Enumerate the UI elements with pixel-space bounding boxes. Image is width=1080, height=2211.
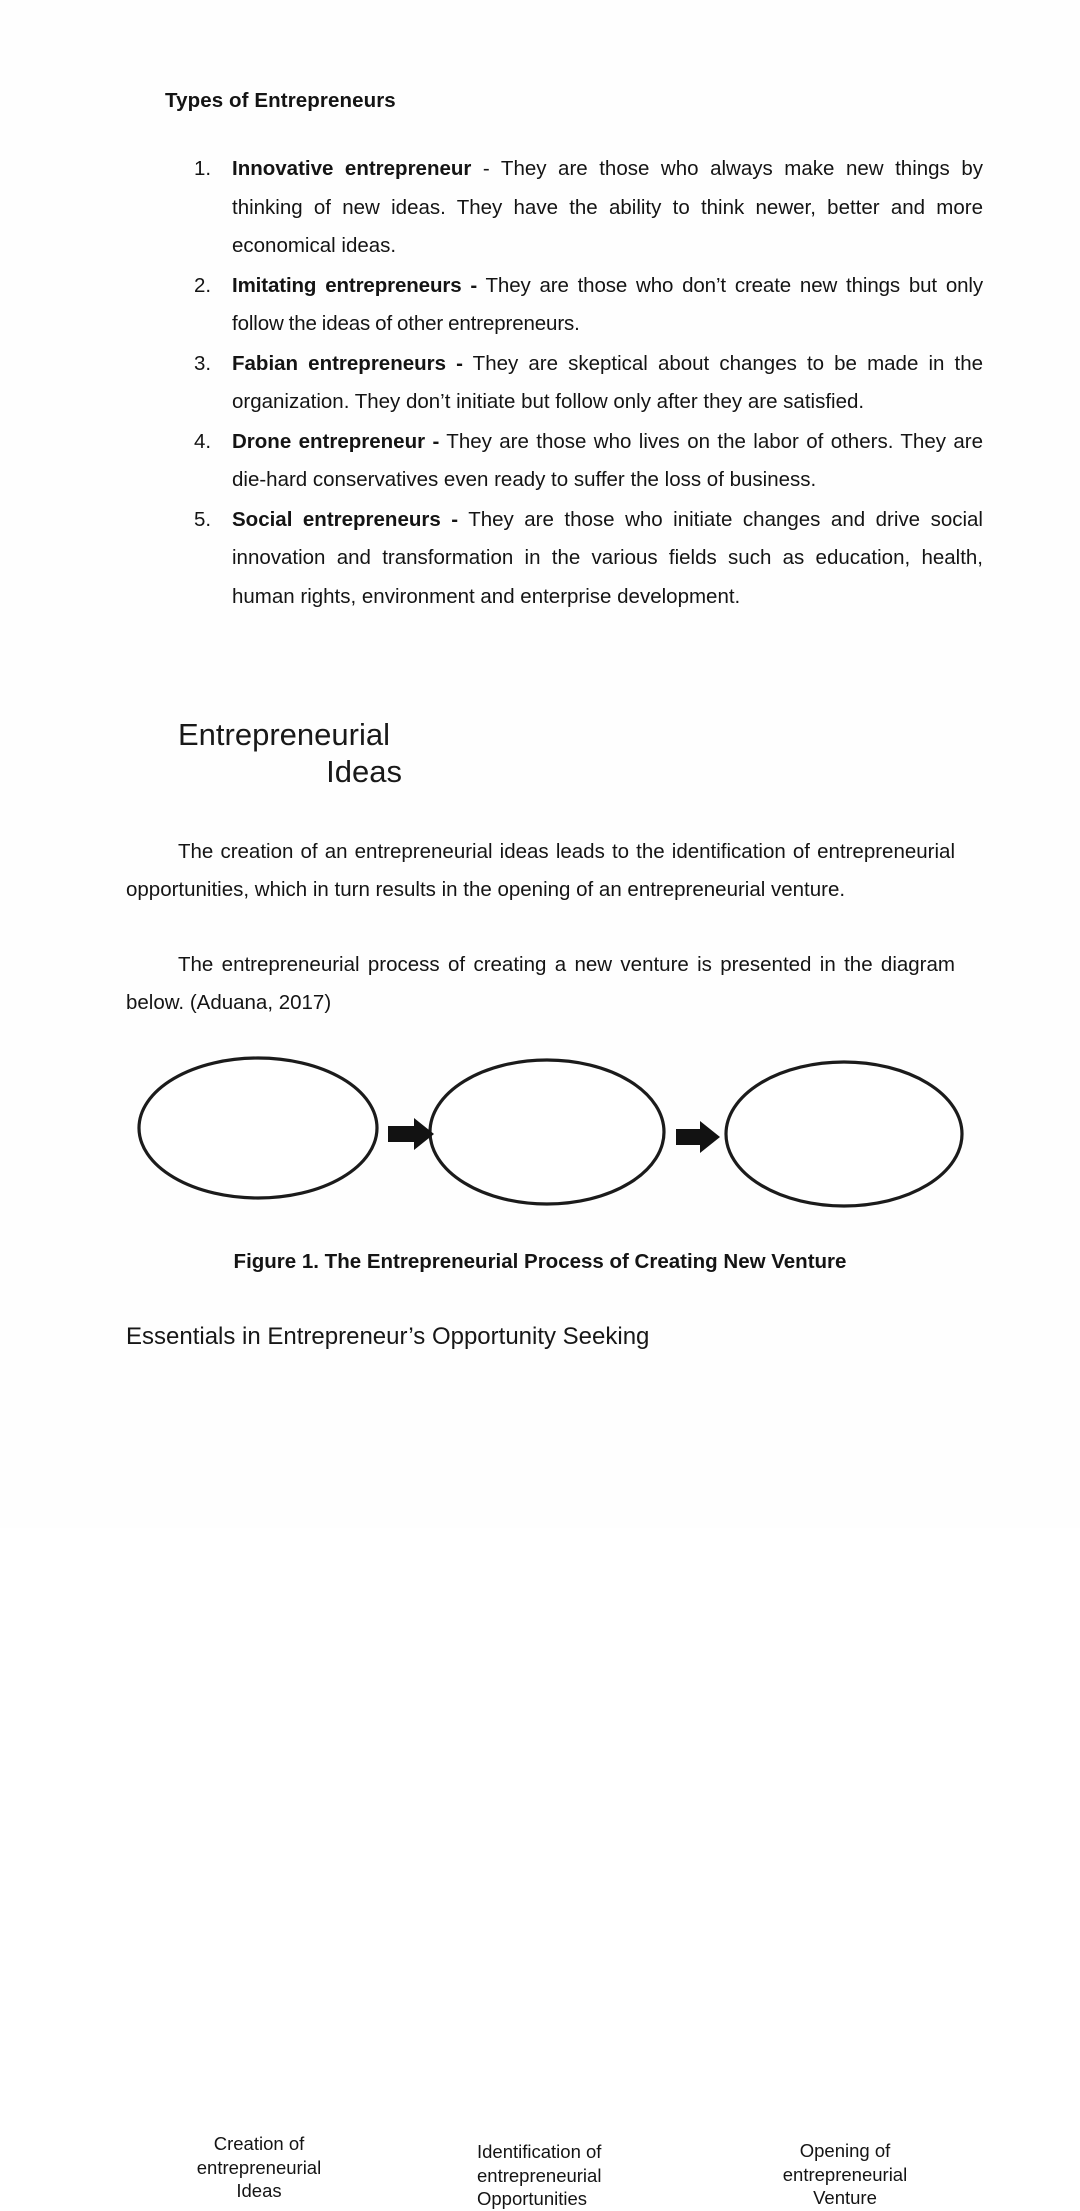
node-line: Opportunities [477,2188,588,2209]
list-item-description: They are those who initiate changes and drive social innovation and transformation in the various fields such as education, health, human rights, environment and enterprise development. [232,507,983,608]
process-ellipse-1 [139,1058,377,1198]
list-item-description: - They are those who always make new things by thinking of new ideas. They have the ability to think newer, better and more economical ideas. [232,157,983,257]
display-heading-line-1: Entrepreneurial [178,717,390,752]
process-node-label-3 [766,2139,924,2210]
body-paragraph [126,833,955,908]
paragraph-text: The creation of an entrepreneurial ideas leads to the identification of entrepreneurial opportunities, which in turn results in the opening of an entrepreneurial venture. [126,840,955,901]
list-item-body [232,501,983,617]
list-item-term: Fabian entrepreneurs - [232,351,463,375]
list-item [190,501,983,617]
list-item [190,267,983,344]
list-item [190,345,983,422]
list-item-description: They are skeptical about changes to be made in the organization. They don’t initiate but follow only after they are satisfied. [232,351,983,413]
list-item-term: Social entrepreneurs - [232,507,459,531]
list-item-number: 2. [194,273,212,297]
list-item-number: 5. [194,507,212,531]
list-item-term: Drone entrepreneur - [232,429,440,453]
list-item-number: 3. [194,351,212,375]
figure-caption: Figure 1. The Entrepreneurial Process of Creating New Venture [233,1250,847,1273]
process-ellipse-2 [430,1060,664,1204]
process-arrow-1 [388,1118,434,1150]
list-item-body [232,267,983,344]
node-line: Venture [813,2187,877,2208]
list-item-number: 4. [194,429,212,453]
list-item-body [232,423,983,500]
footer-heading: Essentials in Entrepreneur’s Opportunity Seeking [126,1323,650,1350]
node-line: Ideas [236,2180,282,2201]
list-item-description: They are those who lives on the labor of others. They are die-hard conservatives even ready to suffer the loss of business. [232,429,983,491]
list-item-term: Innovative entrepreneur [232,157,472,180]
display-heading [178,716,402,790]
list-item-body [232,150,983,266]
list-item-number: 1. [194,157,212,180]
node-line: Creation of [213,2133,305,2154]
node-line: Opening of [799,2140,891,2161]
list-item [190,150,983,266]
list-item-term: Imitating entrepreneurs - [232,273,478,297]
entrepreneur-types-list [190,150,983,617]
node-line: entrepreneurial [477,2164,602,2186]
body-paragraph [126,946,955,1021]
list-item-body [232,345,983,422]
node-line: entrepreneurial [196,2156,322,2178]
list-item [190,423,983,500]
paragraph-text: The entrepreneurial process of creating a new venture is presented in the diagram below. (Aduana, 2017) [126,953,955,1014]
node-line: entrepreneurial [782,2163,908,2185]
process-node-label-2 [477,2140,647,2211]
process-ellipse-3 [726,1062,962,1206]
process-node-label-1 [180,2132,338,2203]
process-arrow-2 [676,1121,720,1153]
node-line: Identification of [477,2141,602,2162]
page-title: Types of Entrepreneurs [165,89,396,112]
display-heading-line-2: Ideas [326,754,402,789]
list-item-description: They are those who don’t create new things but only follow the ideas of other entrepreneurs. [232,273,983,335]
